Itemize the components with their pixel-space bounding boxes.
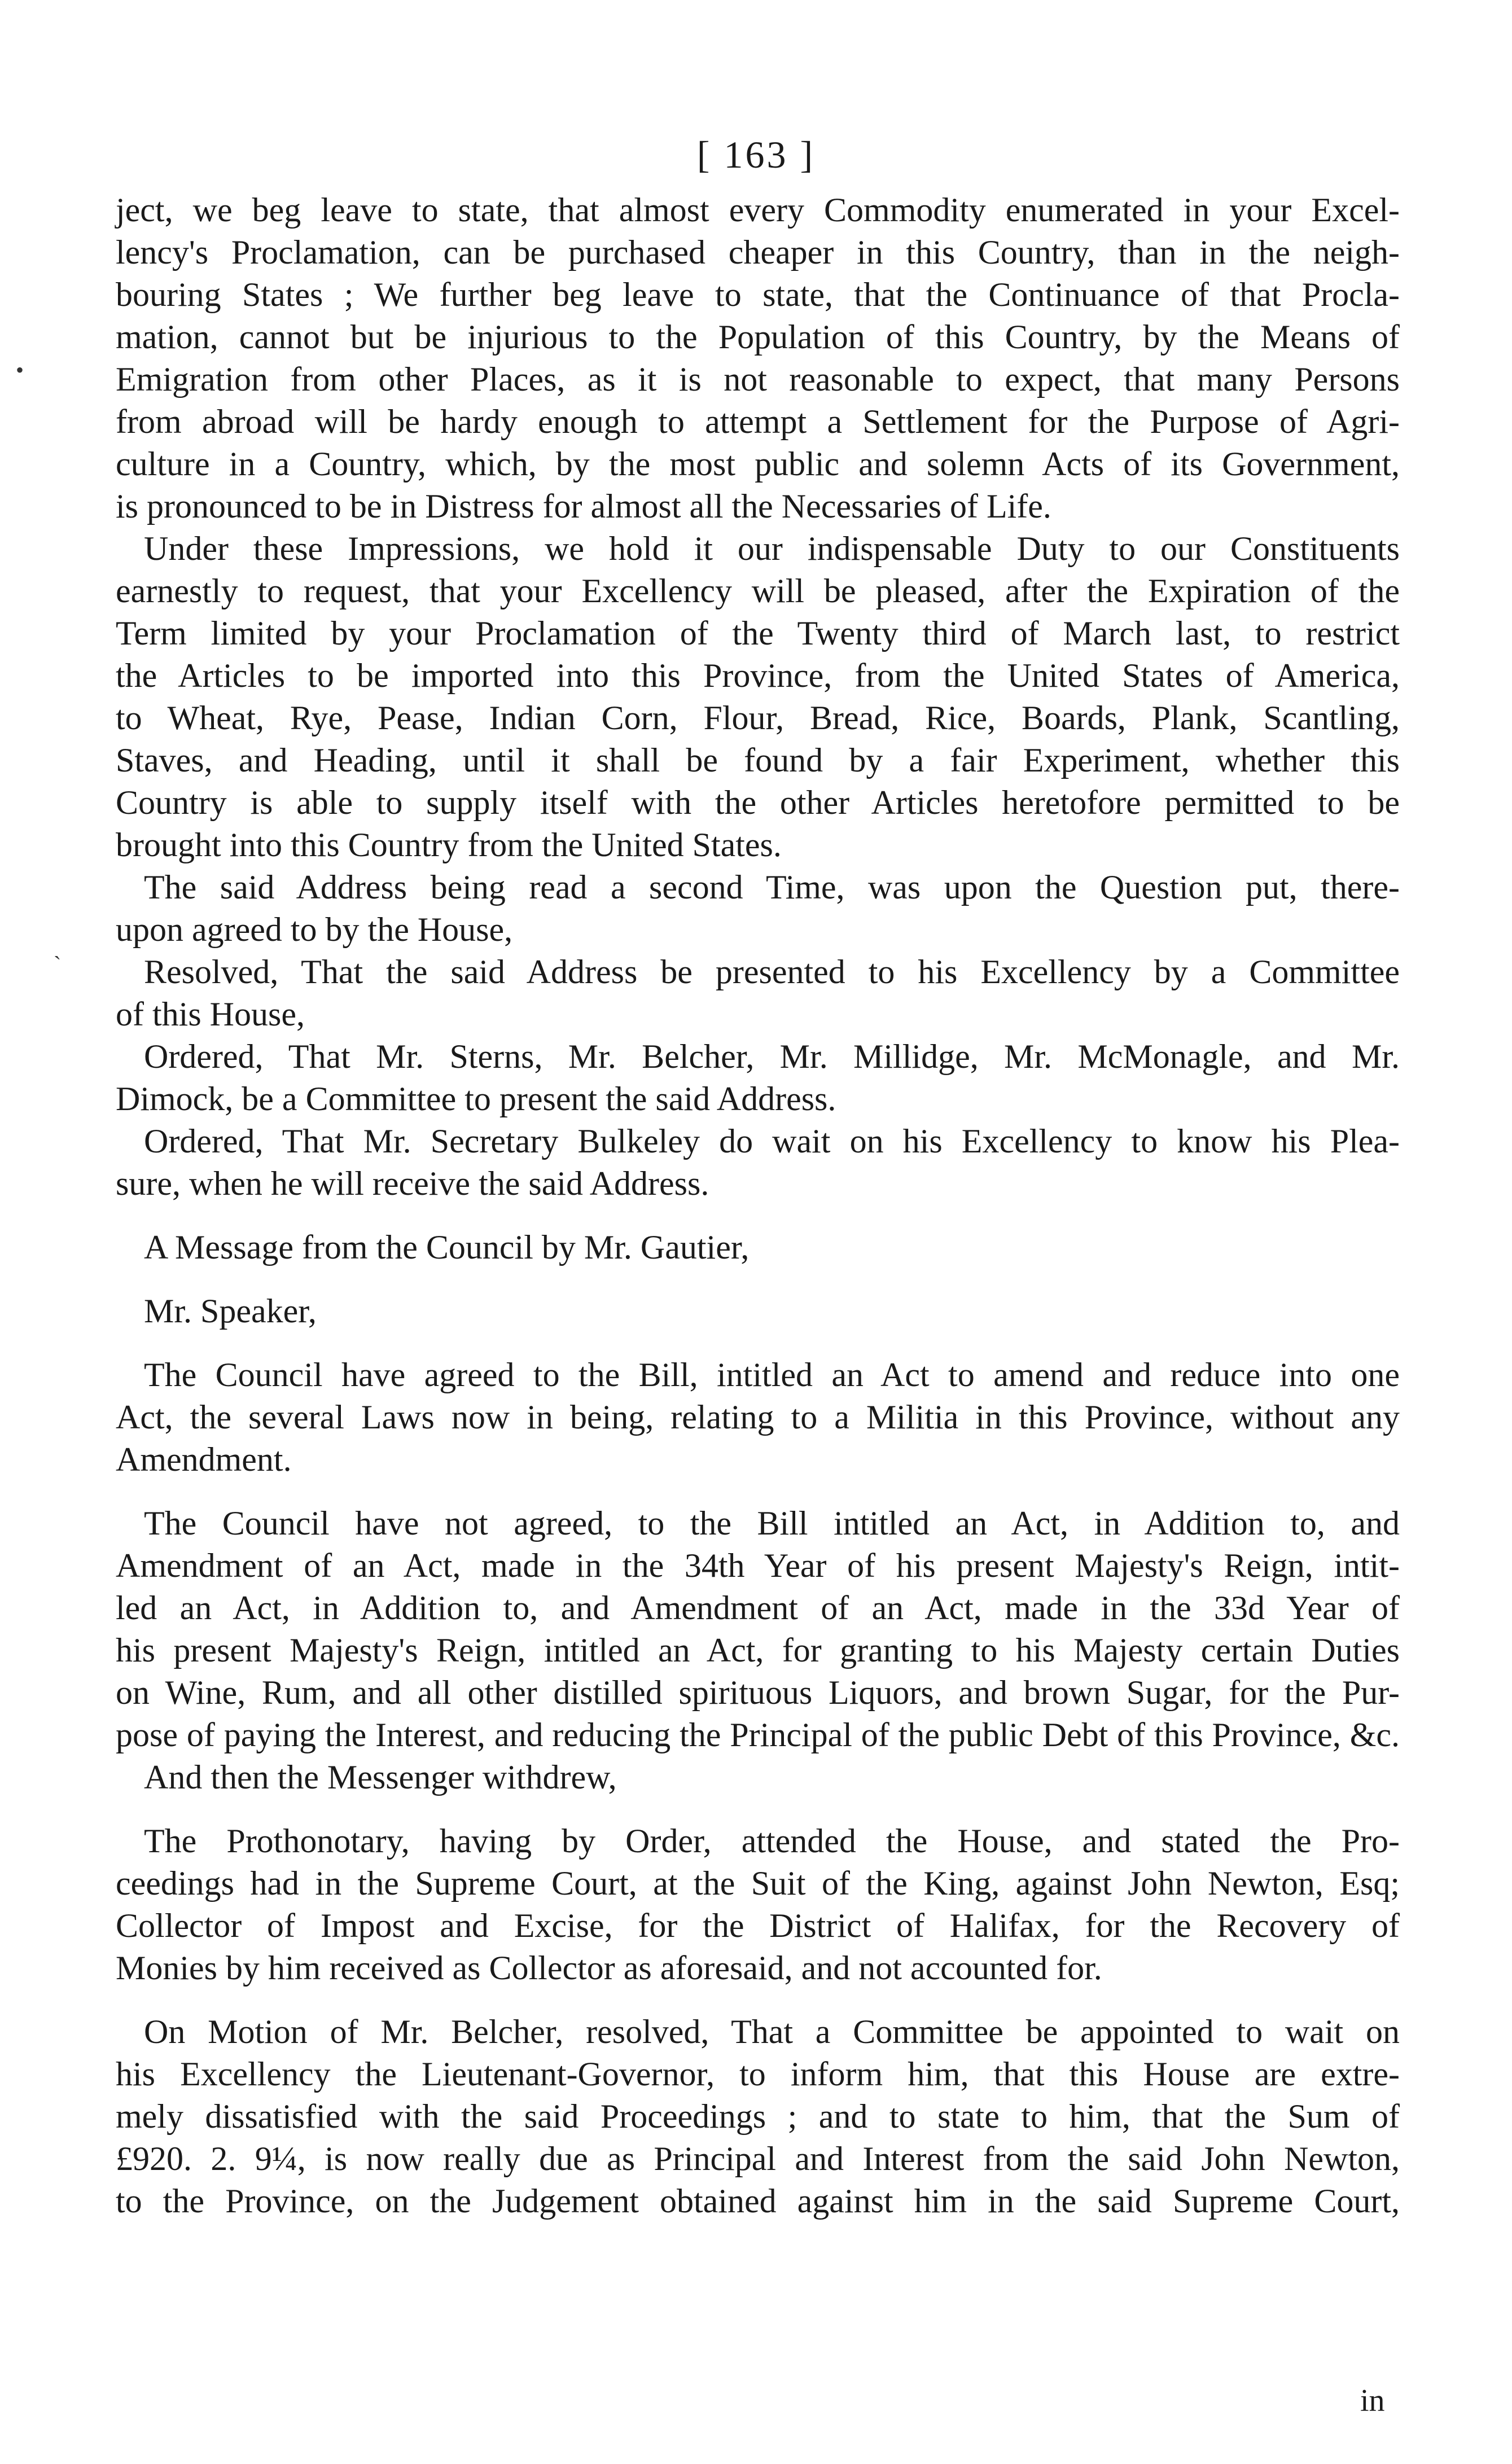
- text-line: culture in a Country, which, by the most public and solemn Acts of its Government,: [116, 445, 1400, 483]
- text-line: And then the Messenger withdrew,: [144, 1759, 617, 1796]
- paragraph-address-conclusion: [116, 189, 1400, 528]
- paragraph-belcher-motion: [116, 2011, 1400, 2222]
- paragraph-message-header: [116, 1226, 1400, 1269]
- text-line: Amendment of an Act, made in the 34th Year of his present Majesty's Reign, intit-: [116, 1547, 1400, 1584]
- text-line: bouring States ; We further beg leave to state, that the Continuance of that Procla-: [116, 276, 1400, 313]
- text-line: Term limited by your Proclamation of the Twenty third of March last, to restrict: [116, 615, 1400, 652]
- text-line: his Excellency the Lieutenant-Governor, to inform him, that this House are extre-: [116, 2055, 1400, 2093]
- text-line: mation, cannot but be injurious to the Population of this Country, by the Means of: [116, 318, 1400, 356]
- text-line: ject, we beg leave to state, that almost every Commodity enumerated in your Excel-: [116, 191, 1400, 229]
- text-line: Resolved, That the said Address be presented to his Excellency by a Committee: [144, 953, 1400, 990]
- text-line: Under these Impressions, we hold it our indispensable Duty to our Constituents: [144, 530, 1400, 567]
- paragraph-address-request: [116, 528, 1400, 866]
- text-line: Staves, and Heading, until it shall be found by a fair Experiment, whether this: [116, 742, 1400, 779]
- text-line: on Wine, Rum, and all other distilled spirituous Liquors, and brown Sugar, for the Pur-: [116, 1674, 1400, 1711]
- text-line: A Message from the Council by Mr. Gautier,: [144, 1229, 750, 1266]
- text-line: of this House,: [116, 996, 305, 1033]
- text-line: the Articles to be imported into this Province, from the United States of America,: [116, 657, 1400, 694]
- text-line: ceedings had in the Supreme Court, at the Suit of the King, against John Newton, Esq;: [116, 1865, 1400, 1902]
- margin-mark: •: [16, 357, 24, 383]
- text-line: sure, when he will receive the said Address.: [116, 1165, 709, 1202]
- text-line: Collector of Impost and Excise, for the District of Halifax, for the Recovery of: [116, 1907, 1400, 1944]
- page-number: [ 163 ]: [696, 133, 816, 176]
- paragraph-duties-bill: [116, 1502, 1400, 1756]
- catchword: in: [1360, 2383, 1385, 2418]
- text-line: Monies by him received as Collector as aforesaid, and not accounted for.: [116, 1949, 1102, 1987]
- paragraph-messenger-withdrew: [116, 1756, 1400, 1799]
- text-line: Ordered, That Mr. Secretary Bulkeley do wait on his Excellency to know his Plea-: [144, 1123, 1400, 1160]
- text-line: Amendment.: [116, 1441, 292, 1478]
- text-line: earnestly to request, that your Excellency will be pleased, after the Expiration of the: [116, 572, 1400, 610]
- text-line: Emigration from other Places, as it is not reasonable to expect, that many Persons: [116, 361, 1400, 398]
- text-line: lency's Proclamation, can be purchased cheaper in this Country, than in the neigh-: [116, 234, 1400, 271]
- text-line: upon agreed to by the House,: [116, 911, 513, 948]
- text-line: Act, the several Laws now in being, relating to a Militia in this Province, without any: [116, 1398, 1400, 1436]
- text-line: brought into this Country from the United States.: [116, 826, 782, 863]
- text-line: is pronounced to be in Distress for almost all the Necessaries of Life.: [116, 488, 1051, 525]
- text-line: Country is able to supply itself with the other Articles heretofore permitted to be: [116, 784, 1400, 821]
- text-line: Ordered, That Mr. Sterns, Mr. Belcher, Mr. Millidge, Mr. McMonagle, and Mr.: [144, 1038, 1400, 1075]
- text-line: Mr. Speaker,: [144, 1292, 317, 1330]
- text-line: £920. 2. 9¼, is now really due as Principal and Interest from the said John Newton,: [116, 2140, 1400, 2177]
- text-line: pose of paying the Interest, and reducing the Principal of the public Debt of this Province, &c.: [116, 1716, 1400, 1753]
- text-line: to Wheat, Rye, Pease, Indian Corn, Flour, Bread, Rice, Boards, Plank, Scantling,: [116, 699, 1400, 736]
- paragraph-ordered-secretary: [116, 1120, 1400, 1205]
- text-line: The Council have agreed to the Bill, intitled an Act to amend and reduce into one: [144, 1356, 1400, 1393]
- paragraph-resolved-presented: [116, 951, 1400, 1036]
- text-line: his present Majesty's Reign, intitled an Act, for granting to his Majesty certain Duties: [116, 1632, 1400, 1669]
- margin-mark: ˋ: [54, 952, 62, 977]
- text-line: mely dissatisfied with the said Proceedings ; and to state to him, that the Sum of: [116, 2098, 1400, 2135]
- text-line: Dimock, be a Committee to present the said Address.: [116, 1080, 836, 1117]
- paragraph-second-reading: [116, 866, 1400, 951]
- text-line: The Prothonotary, having by Order, attended the House, and stated the Pro-: [144, 1822, 1400, 1860]
- text-line: led an Act, in Addition to, and Amendment of an Act, made in the 33d Year of: [116, 1589, 1400, 1626]
- paragraph-militia-bill: [116, 1354, 1400, 1481]
- text-line: to the Province, on the Judgement obtained against him in the said Supreme Court,: [116, 2182, 1400, 2220]
- text-line: The said Address being read a second Time, was upon the Question put, there-: [144, 869, 1400, 906]
- text-line: from abroad will be hardy enough to attempt a Settlement for the Purpose of Agri-: [116, 403, 1400, 440]
- paragraph-ordered-committee: [116, 1036, 1400, 1120]
- text-line: On Motion of Mr. Belcher, resolved, That a Committee be appointed to wait on: [144, 2013, 1400, 2050]
- paragraph-prothonotary: [116, 1820, 1400, 1989]
- body-text: [116, 189, 1400, 2222]
- text-line: The Council have not agreed, to the Bill intitled an Act, in Addition to, and: [144, 1505, 1400, 1542]
- paragraph-speaker: [116, 1290, 1400, 1332]
